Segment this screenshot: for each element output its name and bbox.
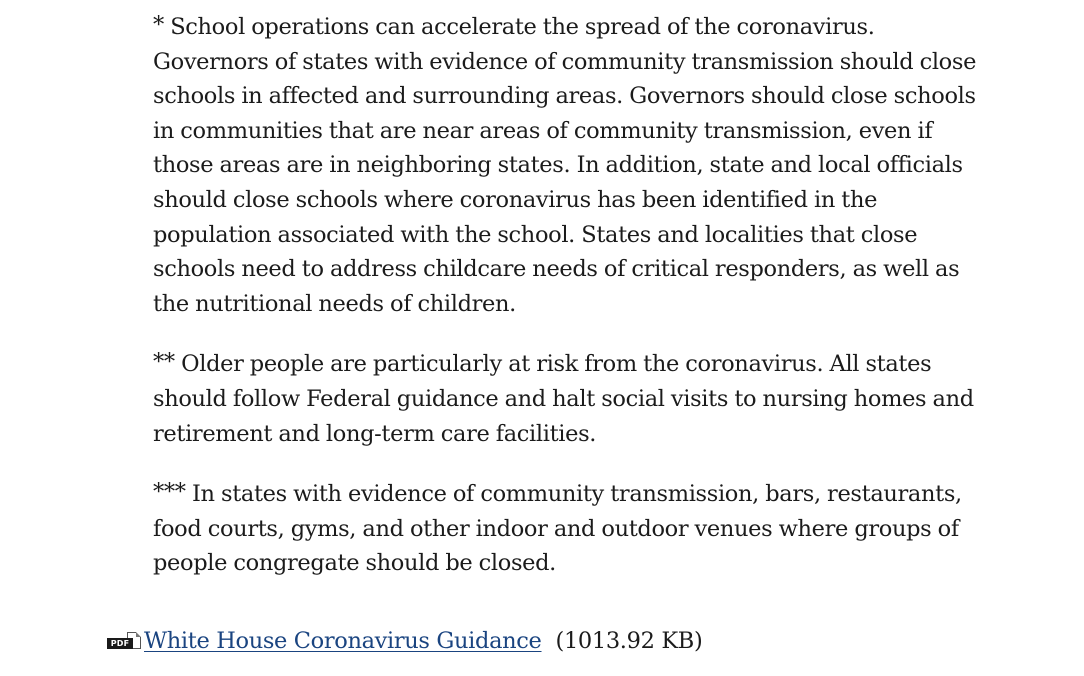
footnote-venues [153, 475, 983, 581]
footnote-schools [153, 8, 983, 321]
pdf-badge-label: PDF [107, 638, 133, 649]
footnote-text: Older people are particularly at risk from the coronavirus. All states should follow Federal guidance and halt social visits to nursing homes and retirement and long-term care facilities. [153, 351, 974, 447]
footnote-marker: * [153, 12, 164, 38]
footnote-marker: ** [153, 349, 175, 376]
footnote-marker: *** [153, 479, 186, 506]
file-attachment [107, 624, 702, 658]
file-size: (1013.92 KB) [555, 628, 703, 654]
guidance-download-link[interactable]: White House Coronavirus Guidance [144, 628, 542, 654]
footnote-text: School operations can accelerate the spread of the coronavirus. Governors of states with evidence of community transmission should close schools in affected and surrounding areas. Governors should close schools in communities that are near areas of community transmission, even if those areas are in neighboring states. In addition, state and local officials should close schools where coronavirus has been identified in the population associated with the school. States and localities that close schools need to address childcare needs of critical responders, as well as the nutritional needs of children. [153, 14, 977, 317]
pdf-file-icon [107, 630, 144, 652]
footnotes-section [153, 8, 983, 605]
footnote-text: In states with evidence of community transmission, bars, restaurants, food courts, gyms, and other indoor and outdoor venues where groups of people congregate should be closed. [153, 481, 962, 577]
footnote-older-people [153, 345, 983, 451]
